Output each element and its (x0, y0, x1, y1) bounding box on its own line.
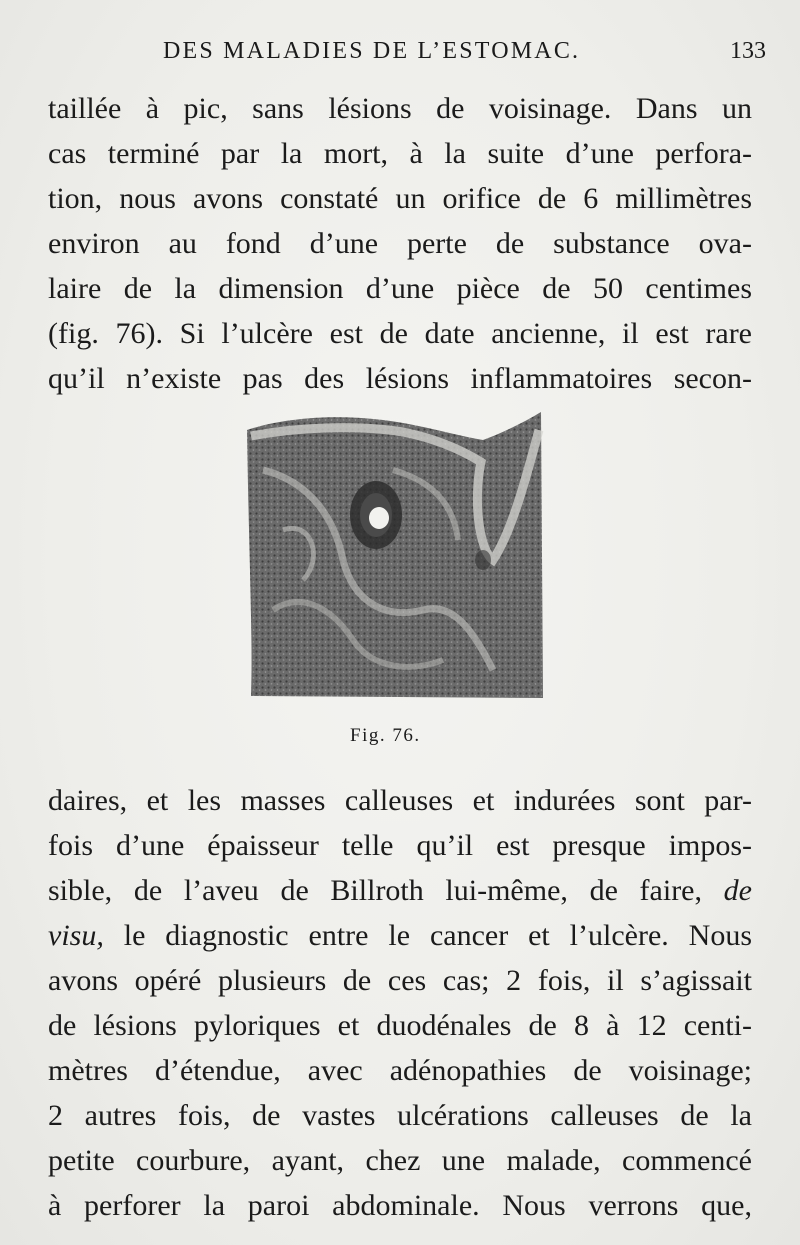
text-line: taillée à pic, sans lésions de voisinage. Dans un (48, 92, 752, 125)
paragraph-top (48, 86, 752, 401)
figure-caption (350, 725, 421, 747)
text-line: mètres d’étendue, avec adénopathies de voisinage; (48, 1054, 752, 1087)
text-line: cas terminé par la mort, à la suite d’une perfora- (48, 137, 752, 170)
italic-de: de (723, 874, 752, 907)
caption-number: 76. (392, 725, 421, 746)
text-line: petite courbure, ayant, chez une malade, commencé (48, 1144, 752, 1177)
text-line: de lésions pyloriques et duodénales de 8 à 12 centi- (48, 1009, 752, 1042)
caption-fig: Fig. (350, 725, 387, 746)
page-number: 133 (730, 38, 766, 64)
text-line (48, 868, 752, 913)
text-line: laire de la dimension d’une pièce de 50 centimes (48, 272, 752, 305)
text-line: qu’il n’existe pas des lésions inflammatoires secon- (48, 362, 752, 395)
text-line: 2 autres fois, de vastes ulcérations calleuses de la (48, 1099, 752, 1132)
text-line: fois d’une épaisseur telle qu’il est presque impos- (48, 829, 752, 862)
text-span: le diagnostic entre le cancer et l’ulcère. Nous (123, 919, 752, 952)
text-line: avons opéré plusieurs de ces cas; 2 fois, il s’agissait (48, 964, 752, 997)
text-line: daires, et les masses calleuses et indurées sont par- (48, 784, 752, 817)
italic-visu: visu, (48, 919, 104, 952)
text-line (48, 913, 752, 958)
running-head (48, 38, 766, 68)
paragraph-bottom (48, 778, 752, 1228)
text-line: à perforer la paroi abdominale. Nous verrons que, (48, 1189, 752, 1222)
stomach-ulcer-engraving (243, 410, 545, 700)
text-line: tion, nous avons constaté un orifice de 6 millimètres (48, 182, 752, 215)
running-title: DES MALADIES DE L’ESTOMAC. (163, 38, 581, 64)
text-line: (fig. 76). Si l’ulcère est de date ancienne, il est rare (48, 317, 752, 350)
text-span: sible, de l’aveu de Billroth lui-même, de faire, (48, 874, 702, 907)
text-line: environ au fond d’une perte de substance ova- (48, 227, 752, 260)
